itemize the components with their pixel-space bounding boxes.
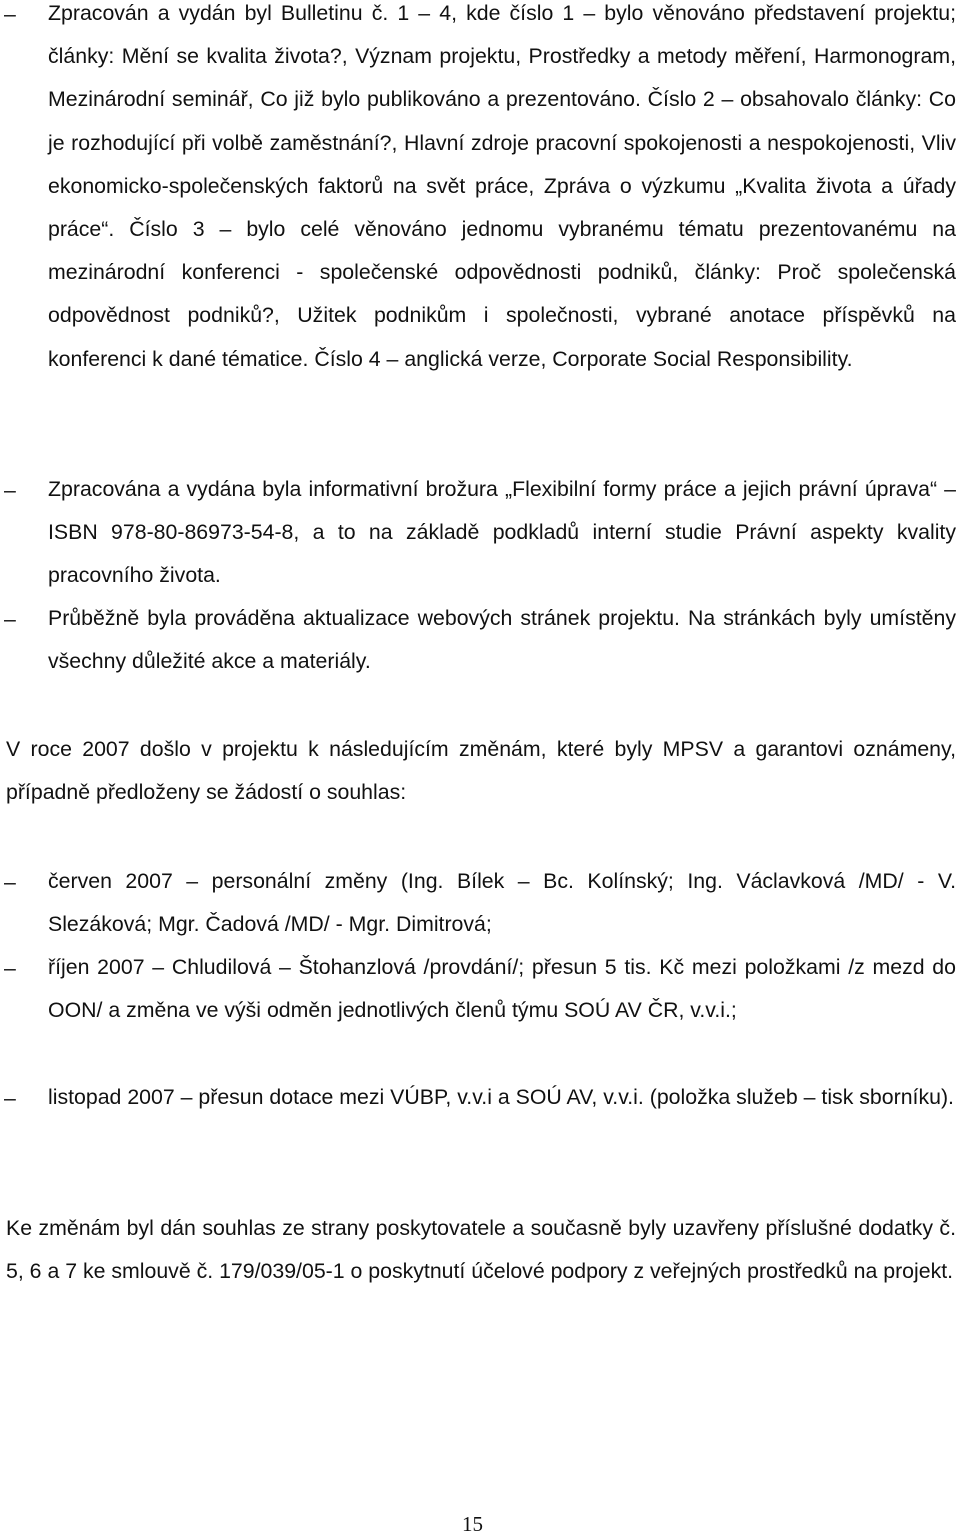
paragraph-approval: Ke změnám byl dán souhlas ze strany poskytovatele a současně byly uzavřeny příslušné dodatky č. 5, 6 a 7 ke smlouvě č. 179/039/05-1 o poskytnutí účelové podpory z veřejných prostředků na projekt. (6, 1216, 956, 1284)
bullet-dash: – (4, 2, 16, 26)
page-number: 15 (462, 1512, 483, 1536)
list-item (0, 956, 958, 1032)
bullet-dash: – (4, 870, 16, 894)
list-item-text: listopad 2007 – přesun dotace mezi VÚBP, v.v.i a SOÚ AV, v.v.i. (položka služeb – tisk sborníku). (48, 1085, 954, 1109)
list-item-text: Průběžně byla prováděna aktualizace webových stránek projektu. Na stránkách byly umístěny všechny důležité akce a materiály. (48, 606, 956, 674)
list-item-text: Zpracována a vydána byla informativní brožura „Flexibilní formy práce a jejich právní úprava“ – ISBN 978-80-86973-54-8, a to na základě podkladů interní studie Právní aspekty kvality pracovního života. (48, 477, 956, 588)
list-item-text: Zpracován a vydán byl Bulletinu č. 1 – 4, kde číslo 1 – bylo věnováno představení projektu; články: Mění se kvalita života?, Význam projektu, Prostředky a metody měření, Harmonogram, Mezinárodní seminář, Co již bylo publikováno a prezentováno. Číslo 2 – obsahovalo články: Co je rozhodující při volbě zaměstnání?, Hlavní zdroje pracovní spokojenosti a nespokojenosti, Vliv ekonomicko-společenských faktorů na svět práce, Zpráva o výzkumu „Kvalita života a úřady práce“. Číslo 3 – bylo celé věnováno jednomu vybranému tématu prezentovanému na mezinárodní konferenci - společenské odpovědnosti podniků, články: Proč společenská odpovědnost podniků?, Užitek podnikům i společnosti, vybrané anotace příspěvků na konferenci k dané tématice. Číslo 4 – anglická verze, Corporate Social Responsibility. (48, 1, 956, 371)
bullet-dash: – (4, 956, 16, 980)
list-item (0, 478, 958, 598)
list-item-text: říjen 2007 – Chludilová – Štohanzlová /provdání/; přesun 5 tis. Kč mezi položkami /z mezd do OON/ a změna ve výši odměn jednotlivých členů týmu SOÚ AV ČR, v.v.i.; (48, 955, 956, 1023)
list-item (0, 1086, 958, 1119)
bullet-dash: – (4, 1086, 16, 1110)
list-item-text: červen 2007 – personální změny (Ing. Bílek – Bc. Kolínský; Ing. Václavková /MD/ - V. Slezáková; Mgr. Čadová /MD/ - Mgr. Dimitrová; (48, 869, 956, 937)
list-item (0, 607, 958, 683)
list-item (0, 870, 958, 946)
bullet-dash: – (4, 478, 16, 502)
bullet-dash: – (4, 607, 16, 631)
paragraph-changes: V roce 2007 došlo v projektu k následujícím změnám, které byly MPSV a garantovi oznámeny, případně předloženy se žádostí o souhlas: (6, 737, 956, 805)
list-item (0, 2, 958, 381)
